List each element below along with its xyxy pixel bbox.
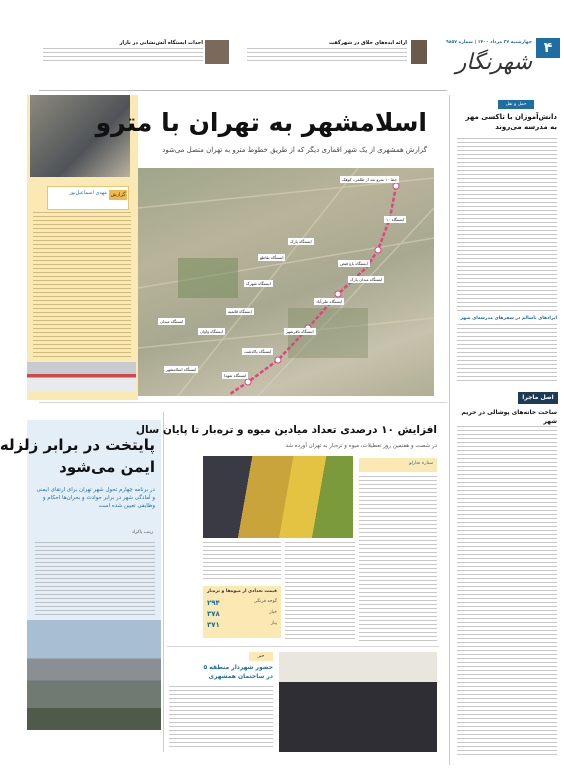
top-story-kicker: گزارش: [110, 192, 126, 198]
metro-map-svg: [138, 168, 434, 396]
right-body-1: [457, 138, 557, 314]
right-subhead: ایرادهای ناسالم در سفرهای مدرسه‌ای شهر: [460, 316, 557, 321]
price-item: گوجه فرنگی: [253, 599, 277, 604]
map-label-1: ایستگاه ۱۰: [386, 217, 405, 222]
middle-story-headline: افزایش ۱۰ درصدی تعداد میادین میوه و تره‌بار تا پایان سال: [135, 424, 437, 436]
map-label-10: ایستگاه واوان: [200, 329, 223, 334]
header-item2-body: [43, 48, 203, 64]
page-number-badge: ۴: [536, 38, 560, 58]
price-row-2: [207, 621, 277, 631]
fruit-market-photo: [203, 456, 353, 538]
price-row-0: [207, 599, 277, 609]
top-story-subheadline: گزارش همشهری از یک شهر اقماری دیگر که از طریق خطوط مترو به تهران متصل می‌شود: [162, 146, 427, 154]
top-story-headline: اسلامشهر به تهران با مترو: [95, 108, 427, 137]
header-item1-body: [247, 48, 407, 64]
middle-story-byline: ستاره نجارلو: [409, 461, 433, 466]
header-item2-photo: [205, 40, 229, 64]
left-story-subhead: در برنامه چهارم تحول شهر تهران برای ارتقای ایمنی و آمادگی شهر در برابر حوادث و بحران‌ها احکام و وظایفی تعیین شده است: [36, 487, 155, 509]
right-body-3: [457, 426, 557, 756]
price-item: خیار: [269, 610, 277, 615]
officials-group-photo: [279, 652, 437, 752]
map-label-5: ایستگاه تقاطع: [260, 255, 284, 260]
price-row-1: [207, 610, 277, 620]
left-story-headline-2: ایمن می‌شود: [59, 458, 155, 476]
date-line: چهارشنبه ۲۷ مرداد ۱۴۰۰ | شماره ۹۸۵۷: [445, 40, 532, 45]
metro-train-photo: [27, 362, 136, 392]
metro-map: [138, 168, 434, 396]
right-column-divider: [449, 95, 450, 765]
map-label-6: ایستگاه علی‌آباد: [316, 299, 343, 304]
bottom-headline-2: در ساختمان همشهری: [208, 673, 273, 680]
header-item1-title: ارائه ایده‌های خلاق در شهرگفت: [329, 40, 407, 46]
brand-logo: شهرنگار: [455, 50, 532, 75]
map-label-14: ایستگاه اسلامشهر: [166, 367, 197, 372]
header-divider: [39, 90, 447, 91]
left-story-headline-1: پایتخت در برابر زلزله: [0, 436, 155, 454]
bottom-kicker: خبر: [249, 652, 273, 661]
price-value: ۳۷۸: [207, 610, 220, 618]
middle-body-col2: [285, 542, 355, 642]
bottom-headline-1: حضور شهردار منطقه ۵: [203, 664, 273, 671]
left-column-divider: [163, 412, 164, 752]
map-label-8: ایستگاه قائمیه: [228, 309, 252, 314]
right-section-tag: حمل و نقل: [498, 100, 534, 109]
map-label-9: ایستگاه باقرشهر: [286, 329, 314, 334]
map-label-12: ایستگاه میدان: [160, 319, 184, 324]
right-headline: دانش‌آموزان با تاکسی مهر به مدرسه می‌روند: [465, 113, 557, 131]
header-item1-photo: [411, 40, 427, 64]
right-body-2: [457, 324, 557, 384]
map-label-13: ایستگاه شهدا: [224, 373, 247, 378]
map-label-11: ایستگاه پاکدشت: [244, 349, 272, 354]
right-box-tag: اصل ماجرا: [518, 392, 558, 404]
left-story-body: [35, 542, 155, 618]
middle-body-col1: [359, 476, 437, 642]
header-item2-title: احداث ایستگاه آتش‌نشانی در بازار: [119, 40, 203, 46]
right-story2-headline: ساخت خانه‌های پوشالی در حریم شهر: [461, 409, 557, 425]
map-label-3: ایستگاه پارک: [290, 239, 312, 244]
top-story-author: مهدی اسماعیل‌پور: [69, 190, 107, 196]
top-story-body: [33, 212, 131, 358]
map-label-2: ایستگاه باغ فیض: [340, 261, 368, 266]
price-item: پیاز: [270, 621, 277, 626]
bottom-body: [169, 686, 273, 750]
metro-line-path: [230, 186, 396, 394]
top-story-divider: [39, 402, 447, 403]
middle-story-subhead: در شصت و هفتمین روز تعطیلات، میوه و تره‌بار به تهران آورده شد: [285, 443, 437, 449]
map-label-0: خط ۱۰ مترو بعد از ظلمی، کوهک: [342, 177, 397, 182]
price-value: ۲۹۴: [207, 599, 220, 607]
left-story-byline: زینب پاکزاد: [131, 530, 153, 535]
middle-body-col3: [203, 542, 281, 582]
city-skyline-photo: [27, 620, 161, 730]
price-value: ۳۷۱: [207, 621, 220, 629]
middle-bottom-divider: [167, 646, 439, 647]
price-box-title: قیمت تعدادی از میوه‌ها و تره‌بار: [206, 589, 277, 594]
map-label-7: ایستگاه شهرک: [246, 281, 271, 286]
map-label-4: ایستگاه میدان پارک: [350, 277, 383, 282]
